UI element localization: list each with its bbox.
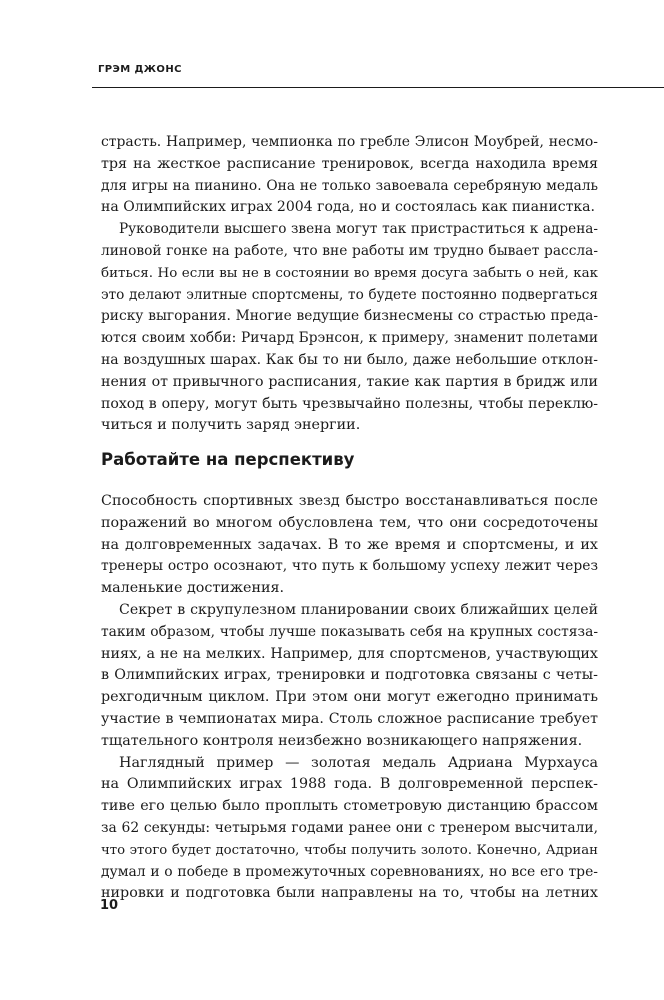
text-line: таким образом, чтобы лучше показывать себя на крупных состяза-: [101, 623, 598, 640]
text-line: что этого будет достаточно, чтобы получить золото. Конечно, Адриан: [101, 842, 598, 858]
page-number: 10: [100, 898, 119, 913]
text-line: за 62 секунды: четырьмя годами ранее они с тренером высчитали,: [101, 819, 598, 836]
text-line: Секрет в скрупулезном планировании своих ближайших целей: [119, 601, 598, 618]
text-line: рехгодичным циклом. При этом они могут ежегодно принимать: [101, 689, 598, 706]
text-line: линовой гонке на работе, что вне работы им трудно бывает рассла-: [101, 242, 598, 259]
text-line: на воздушных шарах. Как бы то ни было, даже небольшие отклон-: [101, 351, 598, 368]
text-line: Руководители высшего звена могут так пристраститься к адрена-: [119, 221, 598, 238]
text-line: маленькие достижения.: [101, 580, 285, 597]
text-line: участие в чемпионатах мира. Столь сложное расписание требует: [101, 710, 598, 727]
text-line: биться. Но если вы не в состоянии во время досуга забыть о ней, как: [101, 265, 598, 281]
text-line: риску выгорания. Многие ведущие бизнесмены со страстью преда-: [101, 308, 598, 325]
text-line: для игры на пианино. Она не только завоевала серебряную медаль: [101, 177, 598, 194]
text-line: на долговременных задачах. В то же время и спортсмены, и их: [101, 536, 598, 553]
text-line: это делают элитные спортсмены, то будете постоянно подвергаться: [101, 286, 598, 303]
text-line: ются своим хобби: Ричард Брэнсон, к примеру, знаменит полетами: [101, 330, 598, 347]
text-line: Способность спортивных звезд быстро восстанавливаться после: [101, 493, 598, 509]
text-line: страсть. Например, чемпионка по гребле Элисон Моубрей, несмо-: [101, 134, 598, 150]
text-line: тренеры остро осознают, что путь к большому успеху лежит через: [101, 558, 598, 575]
text-block-top: [101, 132, 598, 437]
text-line: ниях, а не на мелких. Например, для спортсменов, участвующих: [101, 645, 598, 662]
section-heading: Работайте на перспективу: [101, 450, 355, 469]
text-line: думал и о победе в промежуточных соревнованиях, но все его тре-: [101, 863, 598, 880]
running-head: ГРЭМ ДЖОНС: [98, 64, 182, 75]
text-block-bottom: [101, 491, 598, 905]
header-rule: [92, 87, 664, 88]
text-line: на Олимпийских играх 2004 года, но и состоялась как пианистка.: [101, 199, 596, 216]
text-line: тиве его целью было проплыть стометровую дистанцию брассом: [101, 798, 598, 815]
text-line: тщательного контроля неизбежно возникающего напряжения.: [101, 732, 583, 749]
text-line: в Олимпийских играх, тренировки и подготовка связаны с четы-: [101, 667, 598, 684]
text-line: Наглядный пример — золотая медаль Адриана Мурхауса: [119, 754, 598, 771]
text-line: читься и получить заряд энергии.: [101, 417, 361, 434]
text-line: поход в оперу, могут быть чрезвычайно полезны, чтобы переклю-: [101, 395, 598, 412]
text-line: нировки и подготовка были направлены на то, чтобы на летних: [101, 885, 598, 902]
text-line: на Олимпийских играх 1988 года. В долговременной перспек-: [101, 776, 598, 793]
text-line: поражений во многом обусловлена тем, что они сосредоточены: [101, 514, 598, 531]
text-line: нения от привычного расписания, такие как партия в бридж или: [101, 373, 598, 390]
text-line: тря на жесткое расписание тренировок, всегда находила время: [101, 155, 598, 172]
